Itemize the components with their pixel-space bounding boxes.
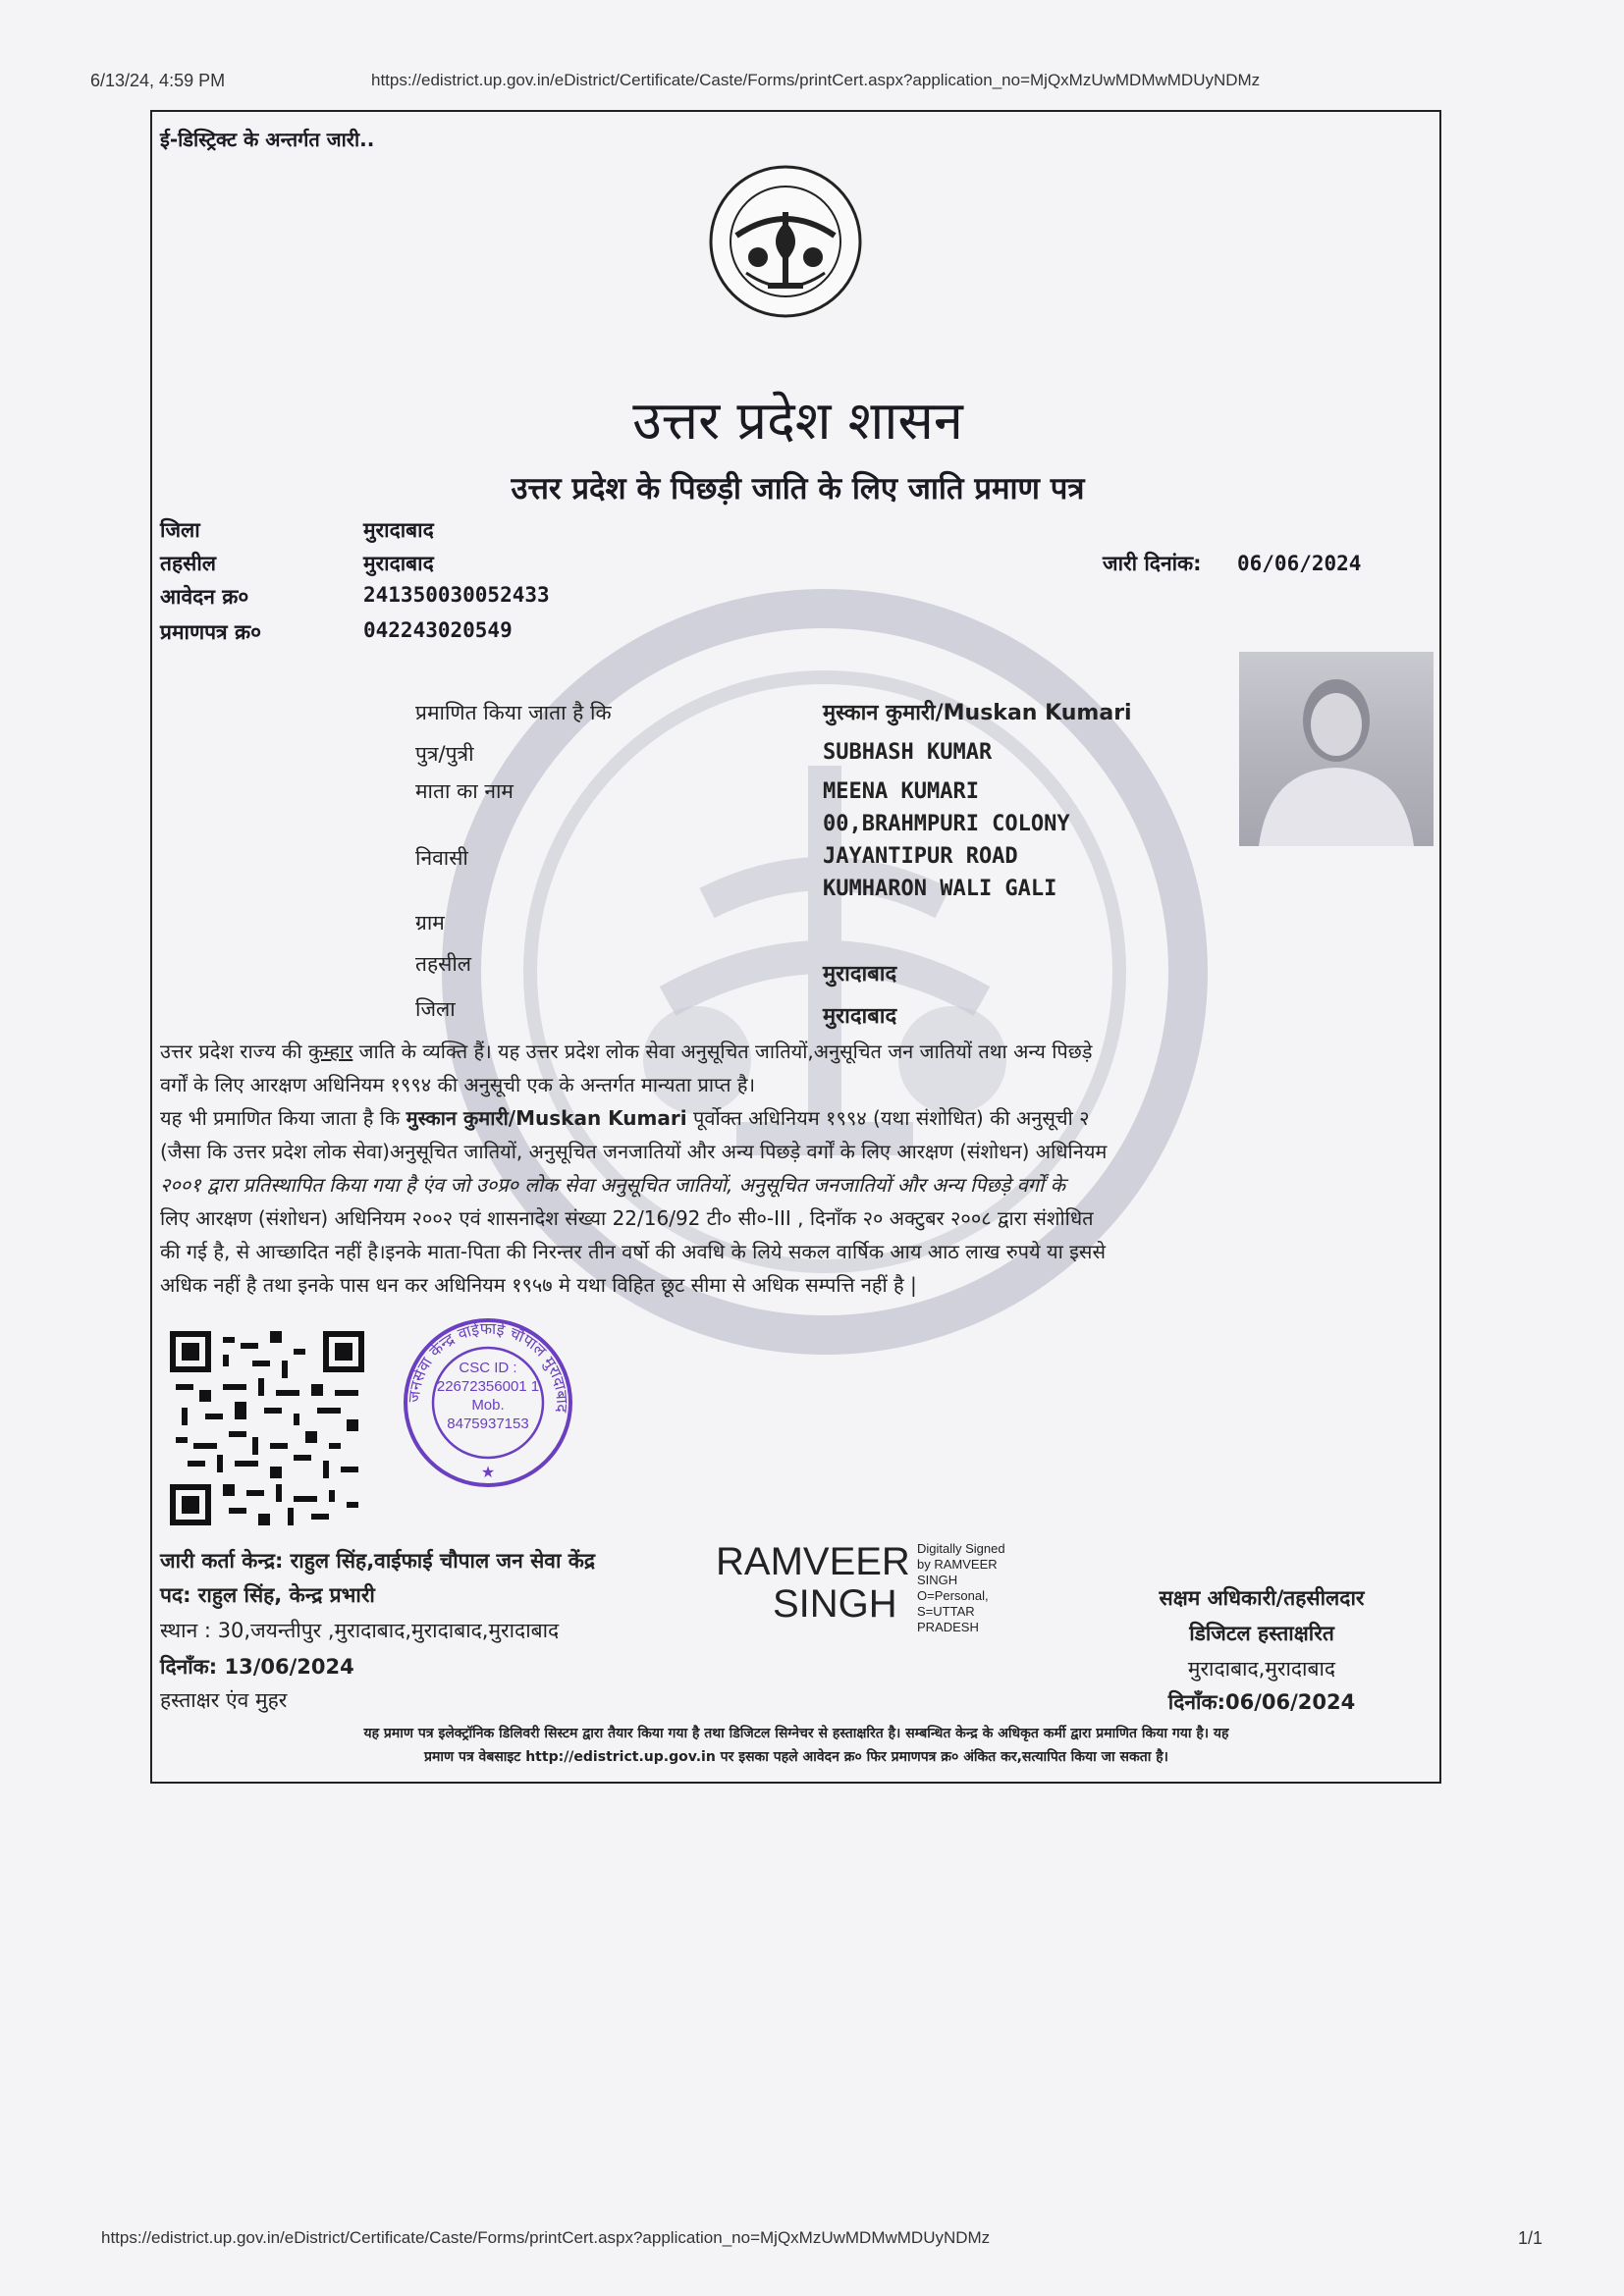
tehsil-value: मुरादाबाद: [363, 552, 434, 575]
print-page-number: 1/1: [1518, 2228, 1543, 2248]
body-line-8: अधिक नहीं है तथा इनके पास धन कर अधिनियम १९५७ मे यथा विहित छूट सीमा से अधिक सम्पत्ति नहीं है |: [160, 1273, 917, 1297]
body-line-5: २००१ द्वारा प्रतिस्थापित किया गया है एंव जो उ०प्र० लोक सेवा अनुसूचित जातियों, अनुसूचित जनजातियों और अन्य पिछड़े वर्गों के: [160, 1173, 1065, 1197]
issuer-centre: जारी कर्ता केन्द्र: राहुल सिंह,वाईफाई चौपाल जन सेवा केंद्र: [160, 1549, 595, 1573]
print-datetime: 6/13/24, 4:59 PM: [90, 71, 226, 90]
government-title: उत्तर प्रदेश शासन: [632, 390, 963, 452]
sig-detail-5: S=UTTAR: [917, 1604, 975, 1619]
csc-stamp: [400, 1314, 576, 1491]
stamp-mob: 8475937153: [447, 1415, 529, 1432]
mother-value: MEENA KUMARI: [823, 779, 979, 804]
field-tehsil-value: मुरादाबाद: [823, 962, 897, 987]
body-name: मुस्कान कुमारी/Muskan Kumari: [406, 1106, 687, 1130]
body-line-3: यह भी प्रमाणित किया जाता है कि मुस्कान कुमारी/Muskan Kumari पूर्वोक्त अधिनियम १९९४ (यथा संशोधित) की अनुसूची २: [160, 1106, 1090, 1130]
issuer-date: दिनाँक: 13/06/2024: [160, 1655, 354, 1679]
qr-code: [170, 1329, 364, 1527]
certificate-body: [160, 1035, 1407, 1302]
issue-date-value: 06/06/2024: [1237, 552, 1362, 575]
authority-date: दिनाँक:06/06/2024: [1167, 1690, 1356, 1714]
certified-label: प्रमाणित किया जाता है कि: [415, 701, 612, 724]
tehsil-label: तहसील: [160, 552, 216, 575]
certificate-subtitle: उत्तर प्रदेश के पिछड़ी जाति के लिए जाति प्रमाण पत्र: [511, 471, 1085, 507]
sig-detail-1: Digitally Signed: [917, 1541, 1005, 1556]
print-url-footer: https://edistrict.up.gov.in/eDistrict/Certificate/Caste/Forms/printCert.aspx?application_no=MjQxMzUwMDMwMDUyNDMz: [101, 2228, 991, 2247]
authority-signed: डिजिटल हस्ताक्षरित: [1189, 1622, 1334, 1645]
authority-title: सक्षम अधिकारी/तहसीलदार: [1159, 1586, 1365, 1610]
issue-date-label: जारी दिनांक:: [1103, 552, 1202, 575]
certificate-no-label: प्रमाणपत्र क्र०: [160, 620, 262, 644]
signature-name-1: RAMVEER: [716, 1540, 910, 1583]
note-line-2: प्रमाण पत्र वेबसाइट http://edistrict.up.gov.in पर इसका पहले आवेदन क्र० फिर प्रमाणपत्र क्र० अंकित कर,सत्यापित किया जा सकता है।: [424, 1749, 1168, 1765]
person-silhouette-icon: [1239, 652, 1434, 846]
sig-detail-2: by RAMVEER: [917, 1557, 998, 1572]
issuer-place: स्थान : 30,जयन्तीपुर ,मुरादाबाद,मुरादाबाद,मुरादाबाद: [160, 1619, 560, 1642]
address-line-3: KUMHARON WALI GALI: [823, 877, 1057, 901]
body-line-7: की गई है, से आच्छादित नहीं है।इनके माता-पिता की निरन्तर तीन वर्षो की अवधि के लिये सकल वार्षिक आय आठ लाख रुपये या इससे: [160, 1240, 1106, 1263]
issuer-sign-seal: हस्ताक्षर एंव मुहर: [160, 1688, 288, 1712]
address-line-2: JAYANTIPUR ROAD: [823, 844, 1018, 869]
body-line-1: उत्तर प्रदेश राज्य की कुम्हार जाति के व्यक्ति हैं। यह उत्तर प्रदेश लोक सेवा अनुसूचित जातियों,अनुसूचित जन जातियों तथा अन्य पिछड़े: [160, 1040, 1093, 1063]
up-government-emblem: [707, 163, 864, 320]
authority-place: मुरादाबाद,मुरादाबाद: [1187, 1657, 1336, 1681]
issuer-post: पद: राहुल सिंह, केन्द्र प्रभारी: [160, 1583, 375, 1607]
print-url-header: https://edistrict.up.gov.in/eDistrict/Certificate/Caste/Forms/printCert.aspx?application_no=MjQxMzUwMDMwMDUyNDMz: [371, 71, 1261, 89]
district-value: मुरादाबाद: [363, 518, 434, 542]
field-tehsil-label: तहसील: [415, 952, 471, 976]
note-line-1: यह प्रमाण पत्र इलेक्ट्रॉनिक डिलिवरी सिस्टम द्वारा तैयार किया गया है तथा डिजिटल सिग्नेचर से हस्ताक्षरित है। सम्बन्धित केन्द्र के अधिकृत कर्मी द्वारा प्रमाणित किया गया है। यह: [363, 1726, 1229, 1741]
stamp-ring-text: जनसेवा केन्द्र वाईफाई चौपाल मुरादाबाद: [404, 1318, 572, 1414]
child-of-value: SUBHASH KUMAR: [823, 740, 993, 765]
certificate-frame: [150, 110, 1441, 1784]
certified-value: मुस्कान कुमारी/Muskan Kumari: [823, 701, 1132, 725]
mother-label: माता का नाम: [415, 779, 514, 803]
sig-detail-3: SINGH: [917, 1573, 958, 1587]
signature-name-2: SINGH: [773, 1582, 897, 1626]
star-icon: ★: [480, 1463, 496, 1481]
applicant-photo: [1239, 652, 1434, 846]
stamp-center: [400, 1359, 576, 1433]
sig-detail-6: PRADESH: [917, 1620, 979, 1634]
district-label: जिला: [160, 518, 200, 542]
body-line-6: लिए आरक्षण (संशोधन) अधिनियम २००२ एवं शासनादेश संख्या 22/16/92 टी० सी०-III , दिनाँक २० अक्टुबर २००८ द्वारा संशोधित: [160, 1206, 1094, 1230]
digital-signature: [716, 1540, 912, 1627]
issued-under-text: ई-डिस्ट्रिक्ट के अन्तर्गत जारी..: [160, 128, 375, 151]
authority-block: [1095, 1584, 1429, 1716]
child-of-label: पुत्र/पुत्री: [415, 742, 474, 766]
signature-details: [917, 1541, 1005, 1635]
verification-note: [158, 1722, 1435, 1769]
field-district-label: जिला: [415, 997, 456, 1021]
application-no-value: 241350030052433: [363, 583, 550, 607]
sig-detail-4: O=Personal,: [917, 1588, 989, 1603]
caste-name: कुम्हार: [307, 1040, 353, 1063]
body-line-2: वर्गों के लिए आरक्षण अधिनियम १९९४ की अनुसूची एक के अन्तर्गत मान्यता प्राप्त है।: [160, 1073, 756, 1096]
body-line-4: (जैसा कि उत्तर प्रदेश लोक सेवा)अनुसूचित जातियों, अनुसूचित जनजातियों और अन्य पिछड़े वर्गों के लिए आरक्षण (संशोधन) अधिनियम: [160, 1140, 1108, 1163]
stamp-mob-label: Mob.: [471, 1397, 505, 1414]
stamp-csc-label: CSC ID :: [459, 1360, 517, 1376]
address-line-1: 00,BRAHMPURI COLONY: [823, 812, 1070, 836]
field-district-value: मुरादाबाद: [823, 1004, 897, 1029]
village-label: ग्राम: [415, 911, 445, 934]
resident-label: निवासी: [415, 846, 468, 870]
certificate-no-value: 042243020549: [363, 618, 513, 642]
stamp-csc-id: 22672356001 1: [436, 1378, 540, 1395]
application-no-label: आवेदन क्र०: [160, 585, 249, 609]
